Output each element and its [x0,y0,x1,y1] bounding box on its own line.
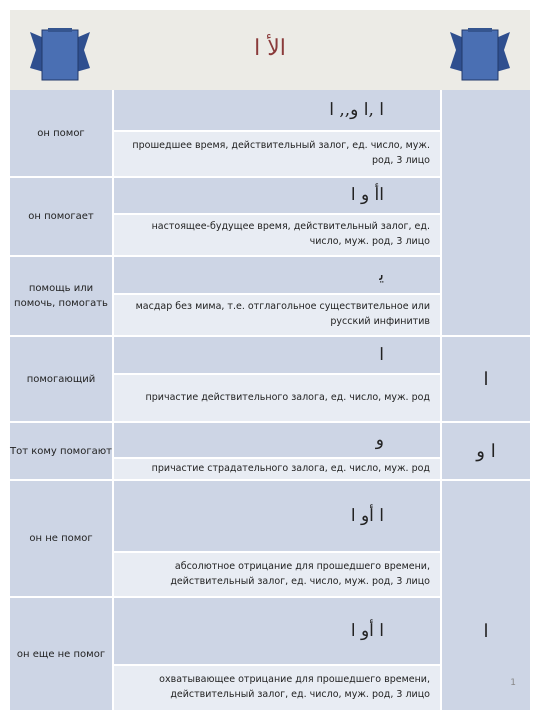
root-letter: ا [483,621,489,642]
grammar-description: масдар без мима, т.е. отглагольное существительное или русский инфинитив [114,295,440,335]
slide-header [10,10,530,90]
arabic-form: ا أو ا [114,481,440,551]
grammar-description: причастие действительного залога, ед. число, муж. род [114,375,440,421]
russian-translation: помогающий [10,337,112,421]
page-number: 1 [510,678,516,688]
root-cell: ا و [442,423,530,479]
banner-right-icon [450,28,510,86]
grammar-description: настоящее-будущее время, действительный залог, ед. число, муж. род, 3 лицо [114,215,440,255]
conjugation-table [10,90,530,710]
arabic-form: ا [114,337,440,373]
root-cell [442,481,530,710]
grammar-description: причастие страдательного залога, ед. число, муж. род [114,459,440,479]
russian-translation: он не помог [10,481,112,596]
root-cell [442,90,530,335]
table-row [10,337,530,421]
arabic-form: ا أو ا [114,598,440,664]
russian-translation: помощь или помочь, помогать [10,257,112,335]
slide [10,10,530,710]
arabic-form: و [114,423,440,457]
arabic-form: ﯾ [114,257,440,293]
russian-translation: он еще не помог [10,598,112,710]
grammar-description: прошедшее время, действительный залог, ед. число, муж. род, 3 лицо [114,132,440,176]
russian-translation: он помогает [10,178,112,255]
grammar-description: охватывающее отрицание для прошедшего времени, действительный залог, ед. число, муж. род, 3 лицо [114,666,440,710]
root-cell: ا [442,337,530,421]
russian-translation: он помог [10,90,112,176]
arabic-form: اأ و ا [114,178,440,213]
slide-title: الأ ا [254,36,286,61]
table-row [10,423,530,479]
arabic-form: ا ,ا و,, ا [114,90,440,130]
russian-translation: Тот кому помогают [10,423,112,479]
grammar-description: абсолютное отрицание для прошедшего времени, действительный залог, ед. число, муж. род, 3 лицо [114,553,440,596]
